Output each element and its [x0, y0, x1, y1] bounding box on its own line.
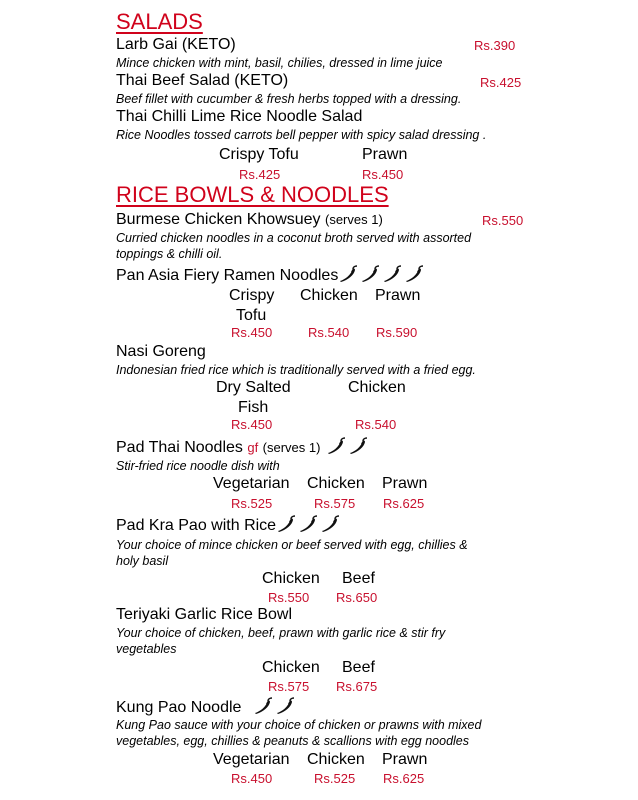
- option-label: Chicken: [300, 287, 358, 304]
- item-name-pad-kra-pao: [116, 515, 342, 535]
- option-price: Rs.575: [268, 679, 310, 694]
- option-label: Prawn: [362, 146, 408, 163]
- option-price: Rs.575: [314, 496, 356, 511]
- option-price: Rs.550: [268, 590, 310, 605]
- chili-pepper-icon: [360, 265, 380, 283]
- option-price: Rs.525: [314, 771, 356, 786]
- item-name-teriyaki: Teriyaki Garlic Rice Bowl: [116, 606, 293, 623]
- item-name-khowsuey: [116, 211, 383, 229]
- option-label: Vegetarian: [213, 475, 290, 492]
- item-desc-pad-thai: Stir-fried rice noodle dish with: [116, 459, 280, 473]
- option-label: Vegetarian: [213, 751, 290, 768]
- item-desc-kung-pao-line1: Kung Pao sauce with your choice of chicken or prawns with mixed: [116, 718, 482, 732]
- item-desc-pad-kra-pao-line2: holy basil: [116, 554, 169, 568]
- option-label: Chicken: [307, 475, 365, 492]
- option-label: Chicken: [262, 570, 320, 587]
- item-name-text: Pan Asia Fiery Ramen Noodles: [116, 267, 339, 284]
- chili-pepper-icon: [276, 515, 296, 533]
- serves-note: (serves 1): [325, 212, 383, 227]
- option-price: Rs.625: [383, 496, 425, 511]
- item-price-larb-gai: Rs.390: [474, 38, 516, 53]
- option-label: Chicken: [262, 659, 320, 676]
- item-price-khowsuey: Rs.550: [482, 213, 524, 228]
- option-price: Rs.450: [231, 325, 273, 340]
- option-price: Rs.590: [376, 325, 418, 340]
- option-price: Rs.625: [383, 771, 425, 786]
- option-label: Crispy Tofu: [219, 146, 299, 163]
- chili-pepper-icon: [253, 697, 273, 715]
- item-name-text: Pad Kra Pao with Rice: [116, 517, 277, 534]
- item-name-text: Pad Thai Noodles: [116, 439, 243, 456]
- item-desc-khowsuey-line2: toppings & chilli oil.: [116, 247, 223, 261]
- option-label: Prawn: [375, 287, 421, 304]
- chili-pepper-icon: [348, 437, 368, 455]
- option-label: Dry Salted: [216, 379, 291, 396]
- option-price: Rs.675: [336, 679, 378, 694]
- item-desc-thai-chilli-lime: Rice Noodles tossed carrots bell pepper with spicy salad dressing .: [116, 128, 487, 142]
- item-desc-teriyaki-line1: Your choice of chicken, beef, prawn with garlic rice & stir fry: [116, 626, 446, 640]
- chili-pepper-icon: [320, 515, 340, 533]
- item-name-pad-thai: [116, 437, 370, 457]
- chili-pepper-icon: [298, 515, 318, 533]
- option-price: Rs.540: [308, 325, 350, 340]
- option-label: Chicken: [307, 751, 365, 768]
- option-price: Rs.525: [231, 496, 273, 511]
- chili-pepper-icon: [275, 697, 295, 715]
- item-desc-larb-gai: Mince chicken with mint, basil, chilies, dressed in lime juice: [116, 56, 443, 70]
- chili-pepper-icon: [382, 265, 402, 283]
- item-desc-kung-pao-line2: vegetables, egg, chillies & peanuts & scallions with egg noodles: [116, 734, 469, 748]
- gluten-free-tag: gf: [247, 440, 259, 455]
- option-label: Tofu: [236, 307, 267, 324]
- section-heading-rice-bowls: RICE BOWLS & NOODLES: [116, 182, 389, 207]
- item-name-larb-gai: Larb Gai (KETO): [116, 36, 236, 53]
- option-label: Beef: [342, 659, 375, 676]
- item-name-text: Kung Pao Noodle: [116, 699, 242, 716]
- option-price: Rs.450: [231, 771, 273, 786]
- option-price: Rs.540: [355, 417, 397, 432]
- option-label: Fish: [238, 399, 269, 416]
- option-price: Rs.650: [336, 590, 378, 605]
- option-label: Prawn: [382, 751, 428, 768]
- option-price: Rs.450: [362, 167, 404, 182]
- option-price: Rs.425: [239, 167, 281, 182]
- serves-note: (serves 1): [262, 440, 321, 455]
- item-name-thai-beef-salad: Thai Beef Salad (KETO): [116, 72, 289, 89]
- item-desc-teriyaki-line2: vegetables: [116, 642, 177, 656]
- item-name-ramen: [116, 265, 426, 285]
- item-name-text: Burmese Chicken Khowsuey: [116, 211, 321, 228]
- option-label: Beef: [342, 570, 375, 587]
- item-name-nasi-goreng: Nasi Goreng: [116, 343, 206, 360]
- item-desc-pad-kra-pao-line1: Your choice of mince chicken or beef served with egg, chillies &: [116, 538, 468, 552]
- option-label: Chicken: [348, 379, 406, 396]
- option-price: Rs.450: [231, 417, 273, 432]
- section-heading-salads: SALADS: [116, 9, 203, 34]
- item-desc-thai-beef-salad: Beef fillet with cucumber & fresh herbs topped with a dressing.: [116, 92, 462, 106]
- item-desc-nasi-goreng: Indonesian fried rice which is traditionally served with a fried egg.: [116, 363, 476, 377]
- option-label: Prawn: [382, 475, 428, 492]
- chili-pepper-icon: [404, 265, 424, 283]
- item-price-thai-beef-salad: Rs.425: [480, 75, 522, 90]
- item-name-kung-pao: [116, 697, 297, 717]
- option-label: Crispy: [229, 287, 275, 304]
- chili-pepper-icon: [338, 265, 358, 283]
- item-desc-khowsuey-line1: Curried chicken noodles in a coconut broth served with assorted: [116, 231, 472, 245]
- chili-pepper-icon: [326, 437, 346, 455]
- item-name-thai-chilli-lime: Thai Chilli Lime Rice Noodle Salad: [116, 108, 363, 125]
